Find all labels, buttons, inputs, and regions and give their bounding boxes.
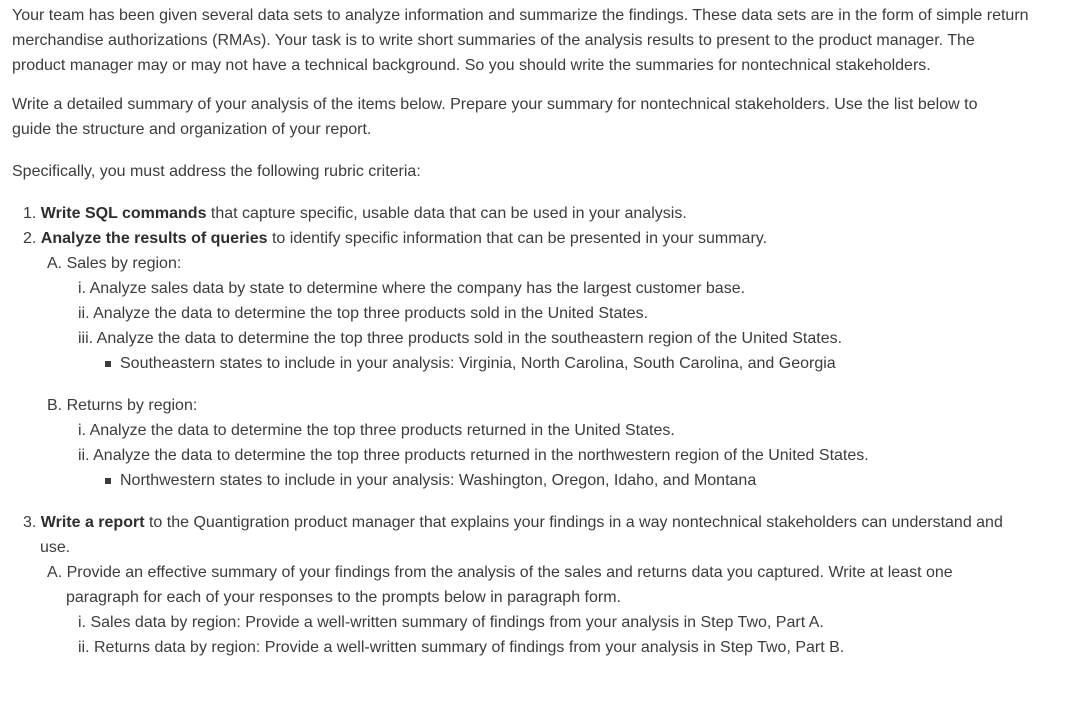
item-text: to the Quantigration product manager that explains your findings in a way nontechnical stakeholders can understand and [144,514,1003,531]
instructions-line: guide the structure and organization of your report. [12,121,372,138]
bullet-text: Northwestern states to include in your analysis: Washington, Oregon, Idaho, and Montana [120,472,757,489]
item-number: 3. [23,514,37,531]
bullet-text: Southeastern states to include in your analysis: Virginia, North Carolina, South Carolina, and Georgia [120,355,836,372]
bullet-southeastern-states [120,351,1072,376]
item-text: that capture specific, usable data that can be used in your analysis. [206,205,687,222]
item-text: to identify specific information that can be presented in your summary. [267,230,768,247]
item-number: 2. [23,230,37,247]
intro-line: merchandise authorizations (RMAs). Your task is to write short summaries of the analysis results to present to the product manager. The [12,32,975,49]
intro-paragraph [12,3,1072,78]
rubric-intro [12,159,1072,184]
item-bold-label: Write a report [40,514,145,531]
rubric-item-3-continuation: use. [40,539,71,556]
intro-line: product manager may or may not have a technical background. So you should write the summaries for nontechnical stakeholders. [12,57,931,74]
instructions-paragraph [12,92,1072,142]
rubric-intro-text: Specifically, you must address the following rubric criteria: [12,163,421,180]
subitem-roman-iii: iii. Analyze the data to determine the top three products sold in the southeastern region of the United States. [78,330,843,347]
item-bold-label: Analyze the results of queries [40,230,268,247]
rubric-item-1 [23,201,1072,226]
subitem-roman-i: i. Analyze sales data by state to determine where the company has the largest customer base. [78,280,746,297]
subitem-roman-i: i. Analyze the data to determine the top three products returned in the United States. [78,422,675,439]
subitem-effective-summary-continuation: paragraph for each of your responses to the prompts below in paragraph form. [66,589,621,606]
subitem-returns-summary: ii. Returns data by region: Provide a well-written summary of findings from your analysis in Step Two, Part B. [78,639,845,656]
rubric-item-3 [23,510,1072,535]
rubric-item-2 [23,226,1072,251]
subitem-effective-summary: A. Provide an effective summary of your findings from the analysis of the sales and returns data you captured. Write at least one [47,564,953,581]
subitem-returns-by-region: B. Returns by region: [47,397,198,414]
subitem-sales-by-region: A. Sales by region: [47,255,182,272]
bullet-northwestern-states [120,468,1072,493]
square-bullet-icon [105,361,111,367]
intro-line: Your team has been given several data sets to analyze information and summarize the findings. These data sets are in the form of simple return [12,7,1029,24]
instructions-line: Write a detailed summary of your analysis of the items below. Prepare your summary for nontechnical stakeholders. Use the list below to [12,96,978,113]
rubric-list [12,201,1072,660]
item-bold-label: Write SQL commands [40,205,207,222]
subitem-roman-ii: ii. Analyze the data to determine the top three products returned in the northwestern region of the United States. [78,447,869,464]
item-number: 1. [23,205,37,222]
subitem-sales-summary: i. Sales data by region: Provide a well-written summary of findings from your analysis in Step Two, Part A. [78,614,824,631]
subitem-roman-ii: ii. Analyze the data to determine the top three products sold in the United States. [78,305,649,322]
square-bullet-icon [105,478,111,484]
